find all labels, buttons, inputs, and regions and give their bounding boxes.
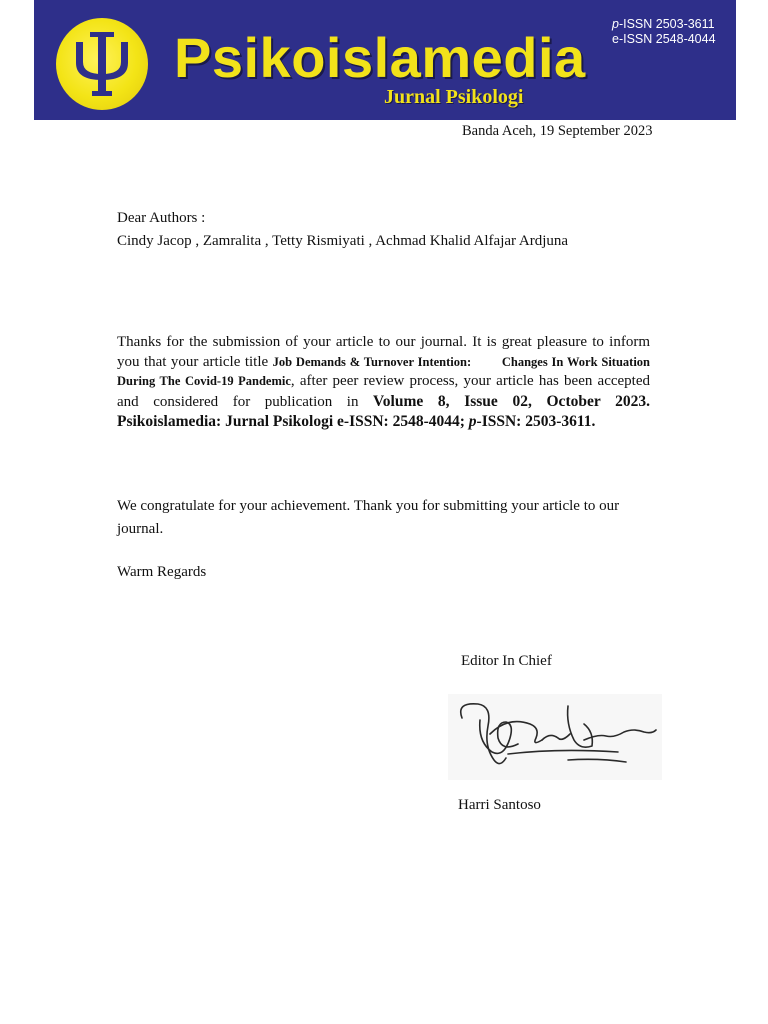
p-issn: p-ISSN 2503-3611 bbox=[612, 17, 715, 31]
issn-block bbox=[612, 17, 732, 47]
e-issn: e-ISSN 2548-4044 bbox=[612, 32, 716, 46]
article-title: Job Demands & Turnover Intention: Changes In Work Situation During The Covid-19 Pandemic bbox=[117, 354, 654, 388]
signature-image bbox=[448, 694, 662, 780]
salutation: Dear Authors : bbox=[117, 210, 206, 226]
psi-symbol-icon bbox=[56, 18, 148, 110]
author-list: Cindy Jacop , Zamralita , Tetty Rismiyati , Achmad Khalid Alfajar Ardjuna bbox=[117, 233, 569, 249]
journal-header-banner bbox=[34, 0, 736, 120]
congratulation-paragraph: We congratulate for your achievement. Thank you for submitting your article to our journal. bbox=[117, 498, 620, 537]
journal-name: Psikoislamedia bbox=[174, 26, 586, 89]
acceptance-paragraph: Thanks for the submission of your article to our journal. It is great pleasure to inform you that your article title Job Demands & Turnover Intention: Changes In Work Situation During The Covid-19 Pandemic, after peer review process, your article has been accepted and considered for publication in Volume 8, Issue 02, October 2023. Psikoislamedia: Jurnal Psikologi e-ISSN: 2548-4044; p-ISSN: 2503-3611. bbox=[117, 334, 654, 430]
publication-info: Volume 8, Issue 02, October 2023. Psikoislamedia: Jurnal Psikologi e-ISSN: 2548-4044; bbox=[117, 392, 650, 430]
journal-logo bbox=[56, 18, 148, 110]
closing: Warm Regards bbox=[117, 564, 207, 580]
journal-subtitle: Jurnal Psikologi bbox=[384, 86, 524, 108]
signer-role: Editor In Chief bbox=[461, 653, 552, 669]
letter-date: Banda Aceh, 19 September 2023 bbox=[462, 123, 653, 139]
signer-name: Harri Santoso bbox=[458, 797, 541, 813]
